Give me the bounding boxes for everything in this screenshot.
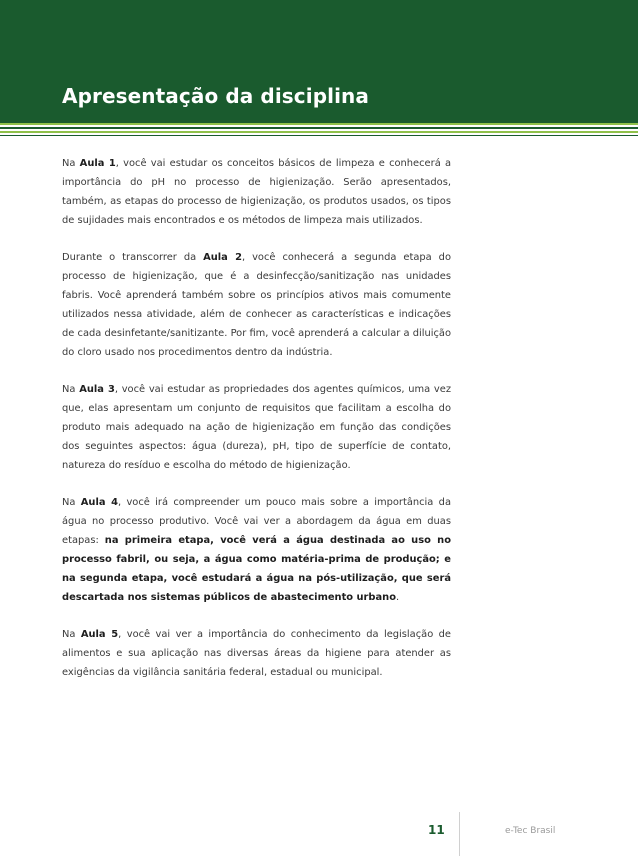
paragraph-aula-2 xyxy=(62,248,451,362)
text-run: Na xyxy=(62,497,81,508)
text-run: , você vai estudar as propriedades dos agentes químicos, uma vez que, elas apresentam um conjunto de requisitos que facilitam a escolha do produto mais adequado na ação de higienização em função das condições dos seguintes aspectos: água (dureza), pH, tipo de superfície de contato, natureza do resíduo e escolha do método de higienização. xyxy=(62,384,452,471)
paragraph-aula-1 xyxy=(62,154,451,230)
stripe xyxy=(0,123,638,125)
text-run: Na xyxy=(62,629,81,640)
text-run: , você irá compreender um pouco mais sobre a importância da água no processo produtivo. Você vai ver a abordagem da água em duas etapas: xyxy=(62,497,451,546)
stripe xyxy=(0,131,638,133)
body-text xyxy=(62,154,451,700)
footer-brand: e-Tec Brasil xyxy=(505,826,556,836)
footer-divider xyxy=(459,812,460,856)
stripe xyxy=(0,135,638,136)
text-run-bold: na primeira etapa, você verá a água destinada ao uso no processo fabril, ou seja, a água como matéria-prima de produção; e na segunda etapa, você estudará a água na pós-utilização, que será descartada nos sistemas públicos de abastecimento urbano xyxy=(62,535,451,603)
text-run: Na xyxy=(62,158,80,169)
paragraph-aula-4 xyxy=(62,493,451,607)
text-run: . xyxy=(395,592,400,603)
text-run: , você vai ver a importância do conhecimento da legislação de alimentos e sua aplicação nas diversas áreas da higiene para atender as exigências da vigilância sanitária federal, estadual ou municipal. xyxy=(62,629,452,678)
stripe xyxy=(0,127,638,129)
text-run-bold: Aula 4 xyxy=(80,497,118,508)
text-run-bold: Aula 2 xyxy=(203,252,242,263)
text-run: , você conhecerá a segunda etapa do processo de higienização, que é a desinfecção/sanitização nas unidades fabris. Você aprenderá também sobre os princípios ativos mais comumente utilizados nessa atividade, além de conhecer as características e indicações de cada desinfetante/sanitizante. Por fim, você aprenderá a calcular a diluição do cloro usado nos procedimentos dentro da indústria. xyxy=(62,252,451,358)
text-run: Durante o transcorrer da xyxy=(62,252,204,263)
text-run-bold: Aula 3 xyxy=(79,384,115,395)
page-number: 11 xyxy=(428,823,445,837)
text-run-bold: Aula 1 xyxy=(79,158,116,169)
text-run-bold: Aula 5 xyxy=(80,629,119,640)
header-band xyxy=(0,0,638,123)
paragraph-aula-5 xyxy=(62,625,451,682)
text-run: , você vai estudar os conceitos básicos de limpeza e conhecerá a importância do pH no processo de higienização. Serão apresentados, também, as etapas do processo de higienização, os produtos usados, os tipos de sujidades mais encontrados e os métodos de limpeza mais utilizados. xyxy=(62,158,452,226)
header-stripes xyxy=(0,123,638,137)
paragraph-aula-3 xyxy=(62,380,451,475)
text-run: Na xyxy=(62,384,80,395)
page-title: Apresentação da disciplina xyxy=(62,84,369,108)
